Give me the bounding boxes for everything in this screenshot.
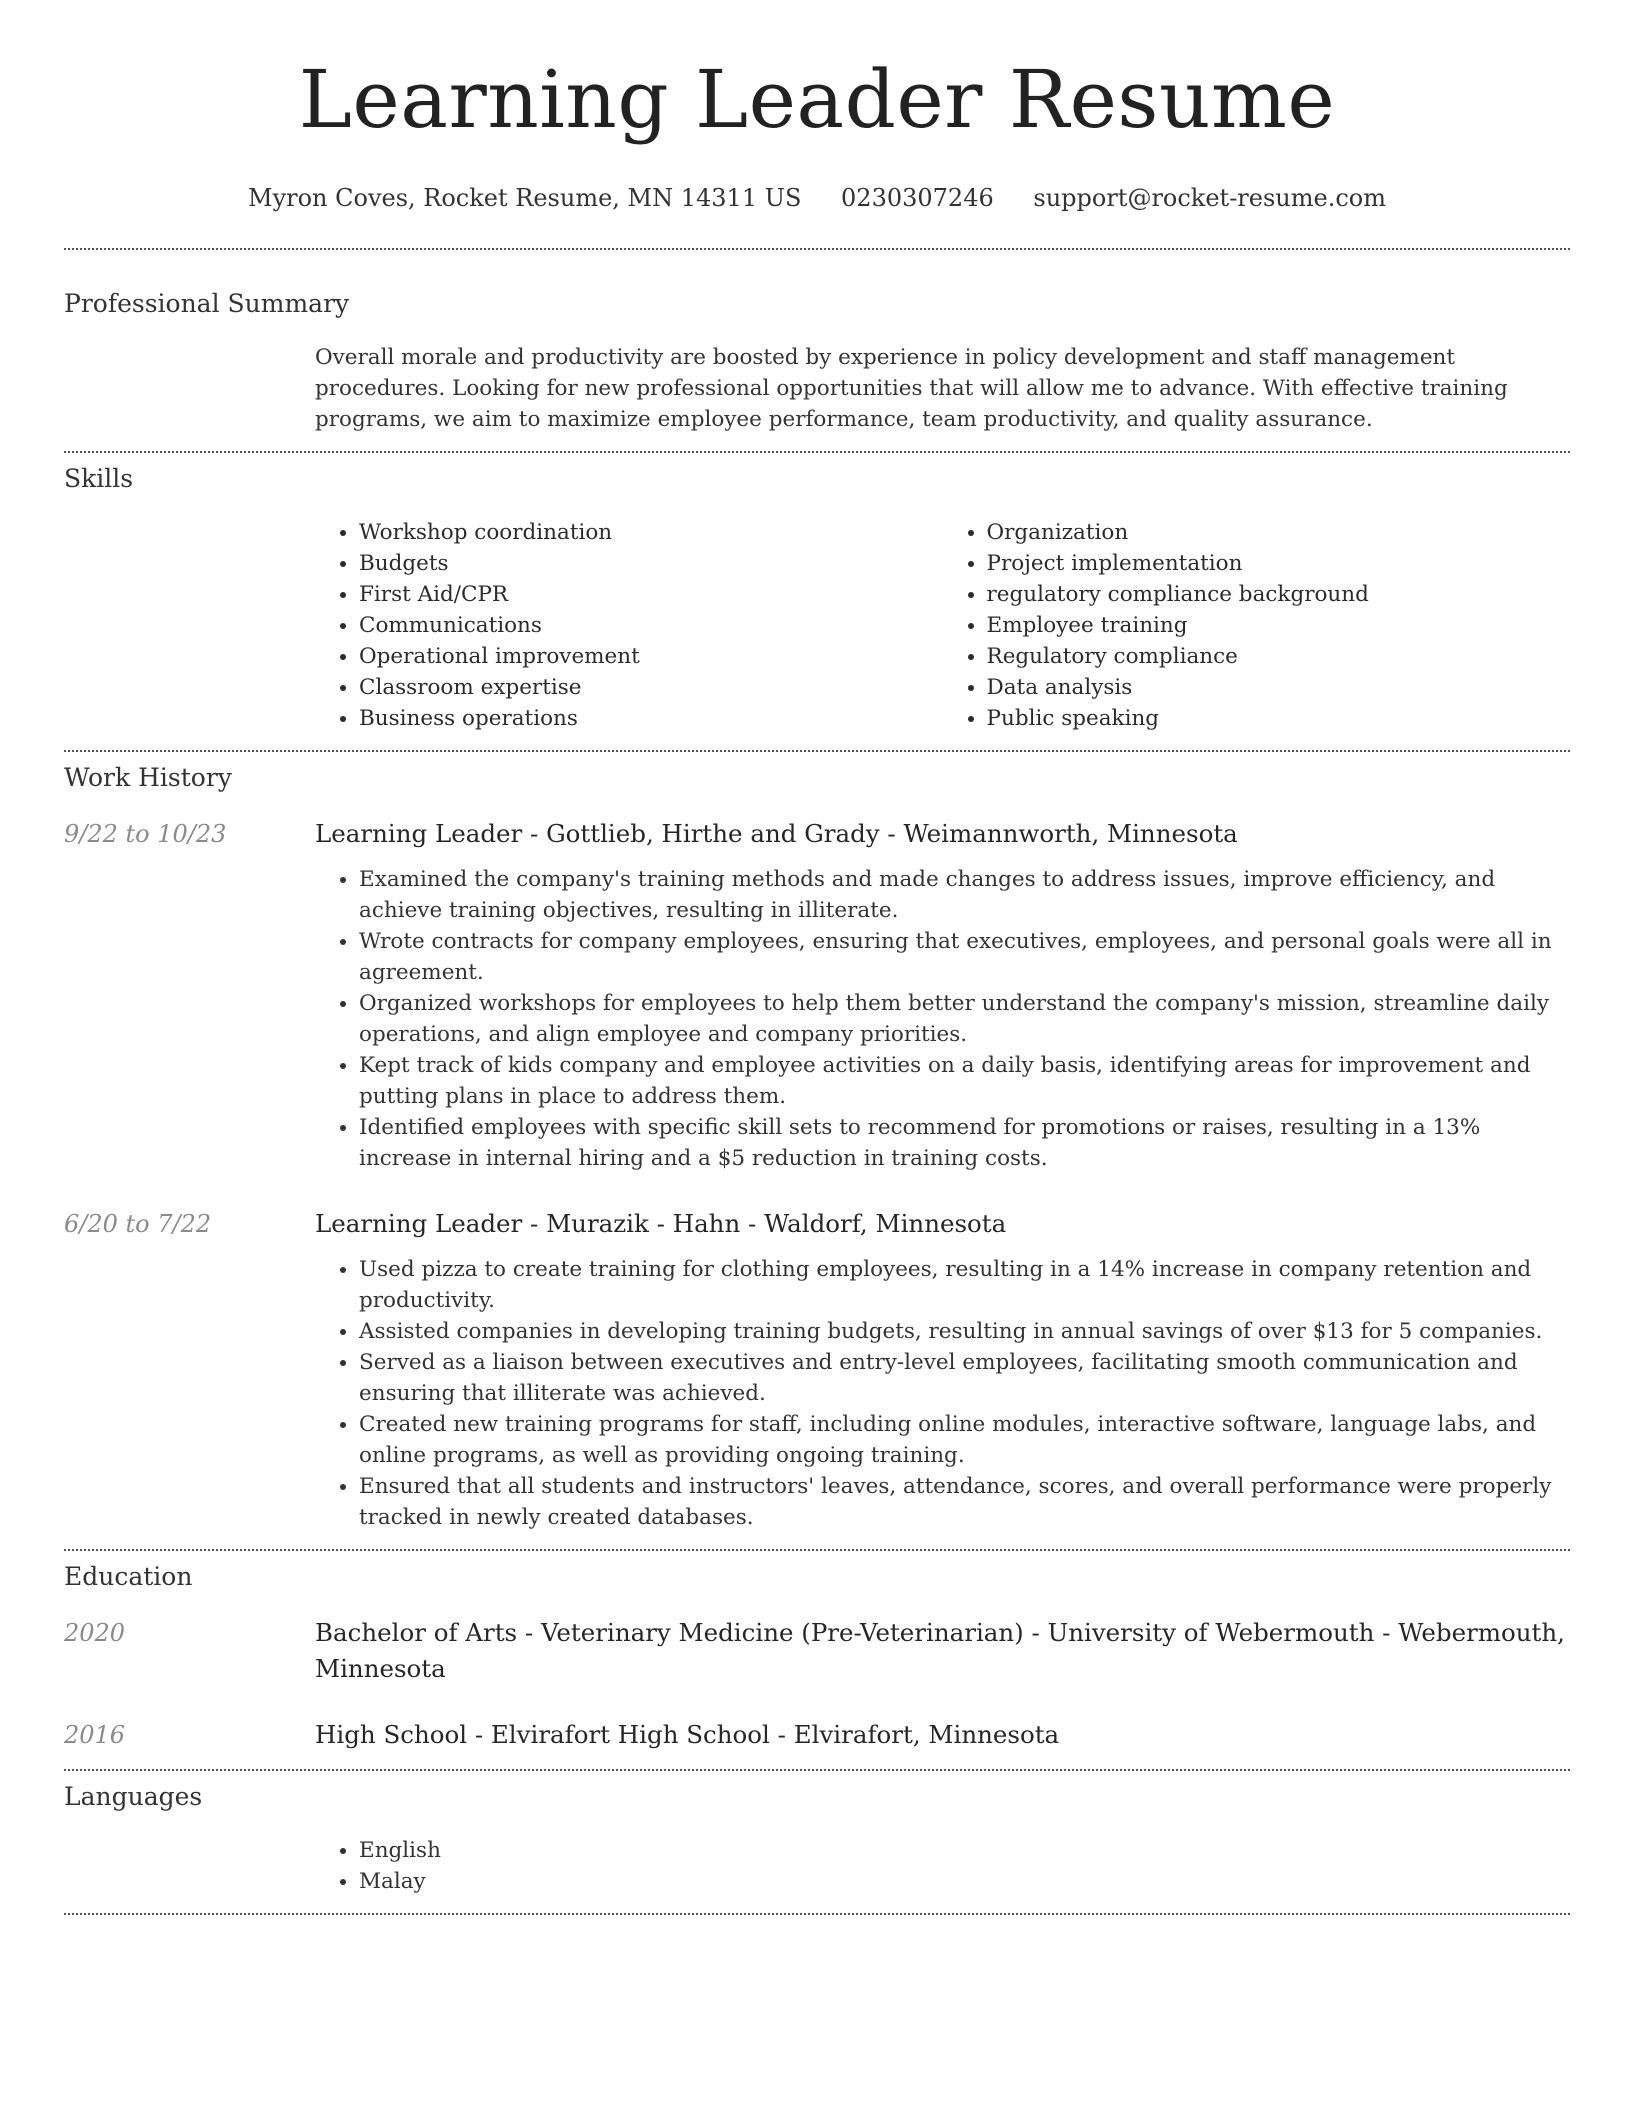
job-date: 6/20 to 7/22	[64, 1210, 212, 1238]
summary-section	[64, 250, 1570, 451]
job-entry	[64, 1206, 1570, 1242]
contact-address: Myron Coves, Rocket Resume, MN 14311 US	[248, 184, 802, 212]
list-item: • Project implementation	[987, 548, 1571, 579]
job-entry	[64, 816, 1570, 852]
languages-list	[315, 1835, 1570, 1897]
resume-title: Learning Leader Resume	[298, 53, 1336, 146]
list-item: • English	[359, 1835, 1570, 1866]
education-entry	[64, 1615, 1570, 1687]
list-item: • Organization	[987, 517, 1571, 548]
education-heading: Education	[64, 1562, 193, 1591]
job-title: Learning Leader - Murazik - Hahn - Waldorf, Minnesota	[315, 1209, 1007, 1238]
education-section	[64, 1551, 1570, 1769]
work-section	[64, 752, 1570, 1549]
list-item: • Operational improvement	[359, 641, 943, 672]
list-item: • Malay	[359, 1866, 1570, 1897]
list-item: • Used pizza to create training for clothing employees, resulting in a 14% increase in company retention and productivity.	[359, 1254, 1570, 1316]
languages-section	[64, 1771, 1570, 1913]
list-item: • Budgets	[359, 548, 943, 579]
list-item: • Ensured that all students and instructors' leaves, attendance, scores, and overall performance were properly tracked in newly created databases.	[359, 1471, 1570, 1533]
list-item: • Wrote contracts for company employees, ensuring that executives, employees, and personal goals were all in agreement.	[359, 926, 1570, 988]
work-heading: Work History	[64, 763, 232, 792]
job-date: 9/22 to 10/23	[64, 820, 227, 848]
list-item: • Classroom expertise	[359, 672, 943, 703]
list-item: • Served as a liaison between executives and entry-level employees, facilitating smooth communication and ensuring that illiterate was achieved.	[359, 1347, 1570, 1409]
list-item: • Assisted companies in developing training budgets, resulting in annual savings of over $13 for 5 companies.	[359, 1316, 1570, 1347]
list-item: • regulatory compliance background	[987, 579, 1571, 610]
list-item: • Created new training programs for staff, including online modules, interactive software, language labs, and online programs, as well as providing ongoing training.	[359, 1409, 1570, 1471]
skills-section	[64, 453, 1570, 750]
skills-heading: Skills	[64, 464, 134, 493]
list-item: • Business operations	[359, 703, 943, 734]
list-item: • Employee training	[987, 610, 1571, 641]
list-item: • Examined the company's training methods and made changes to address issues, improve efficiency, and achieve training objectives, resulting in illiterate.	[359, 864, 1570, 926]
summary-text: Overall morale and productivity are boosted by experience in policy development and staff management procedures. Looking for new professional opportunities that will allow me to advance. With effective training programs, we aim to maximize employee performance, team productivity, and quality assurance.	[315, 345, 1508, 432]
education-entry	[64, 1717, 1570, 1753]
list-item: • Workshop coordination	[359, 517, 943, 548]
contact-line	[64, 182, 1570, 214]
education-year: 2020	[64, 1619, 126, 1647]
resume-page	[64, 0, 1570, 1915]
skills-columns	[315, 517, 1570, 734]
contact-phone: 0230307246	[841, 184, 994, 212]
list-item: • Regulatory compliance	[987, 641, 1571, 672]
education-degree: Bachelor of Arts - Veterinary Medicine (Pre-Veterinarian) - University of Webermouth - Webermouth, Minnesota	[315, 1618, 1565, 1683]
list-item: • Organized workshops for employees to help them better understand the company's mission, streamline daily operations, and align employee and company priorities.	[359, 988, 1570, 1050]
list-item: • Kept track of kids company and employee activities on a daily basis, identifying areas for improvement and putting plans in place to address them.	[359, 1050, 1570, 1112]
divider	[64, 1913, 1570, 1915]
skills-list-right	[943, 517, 1571, 734]
contact-email: support@rocket-resume.com	[1033, 184, 1386, 212]
list-item: • Identified employees with specific skill sets to recommend for promotions or raises, resulting in a 13% increase in internal hiring and a $5 reduction in training costs.	[359, 1112, 1570, 1174]
job-bullets	[315, 864, 1570, 1174]
job-bullets	[315, 1254, 1570, 1533]
list-item: • Communications	[359, 610, 943, 641]
list-item: • First Aid/CPR	[359, 579, 943, 610]
job-title: Learning Leader - Gottlieb, Hirthe and Grady - Weimannworth, Minnesota	[315, 819, 1238, 848]
education-year: 2016	[64, 1721, 126, 1749]
list-item: • Data analysis	[987, 672, 1571, 703]
summary-heading: Professional Summary	[64, 289, 350, 318]
languages-heading: Languages	[64, 1782, 203, 1811]
list-item: • Public speaking	[987, 703, 1571, 734]
education-degree: High School - Elvirafort High School - Elvirafort, Minnesota	[315, 1720, 1060, 1749]
skills-list-left	[315, 517, 943, 734]
